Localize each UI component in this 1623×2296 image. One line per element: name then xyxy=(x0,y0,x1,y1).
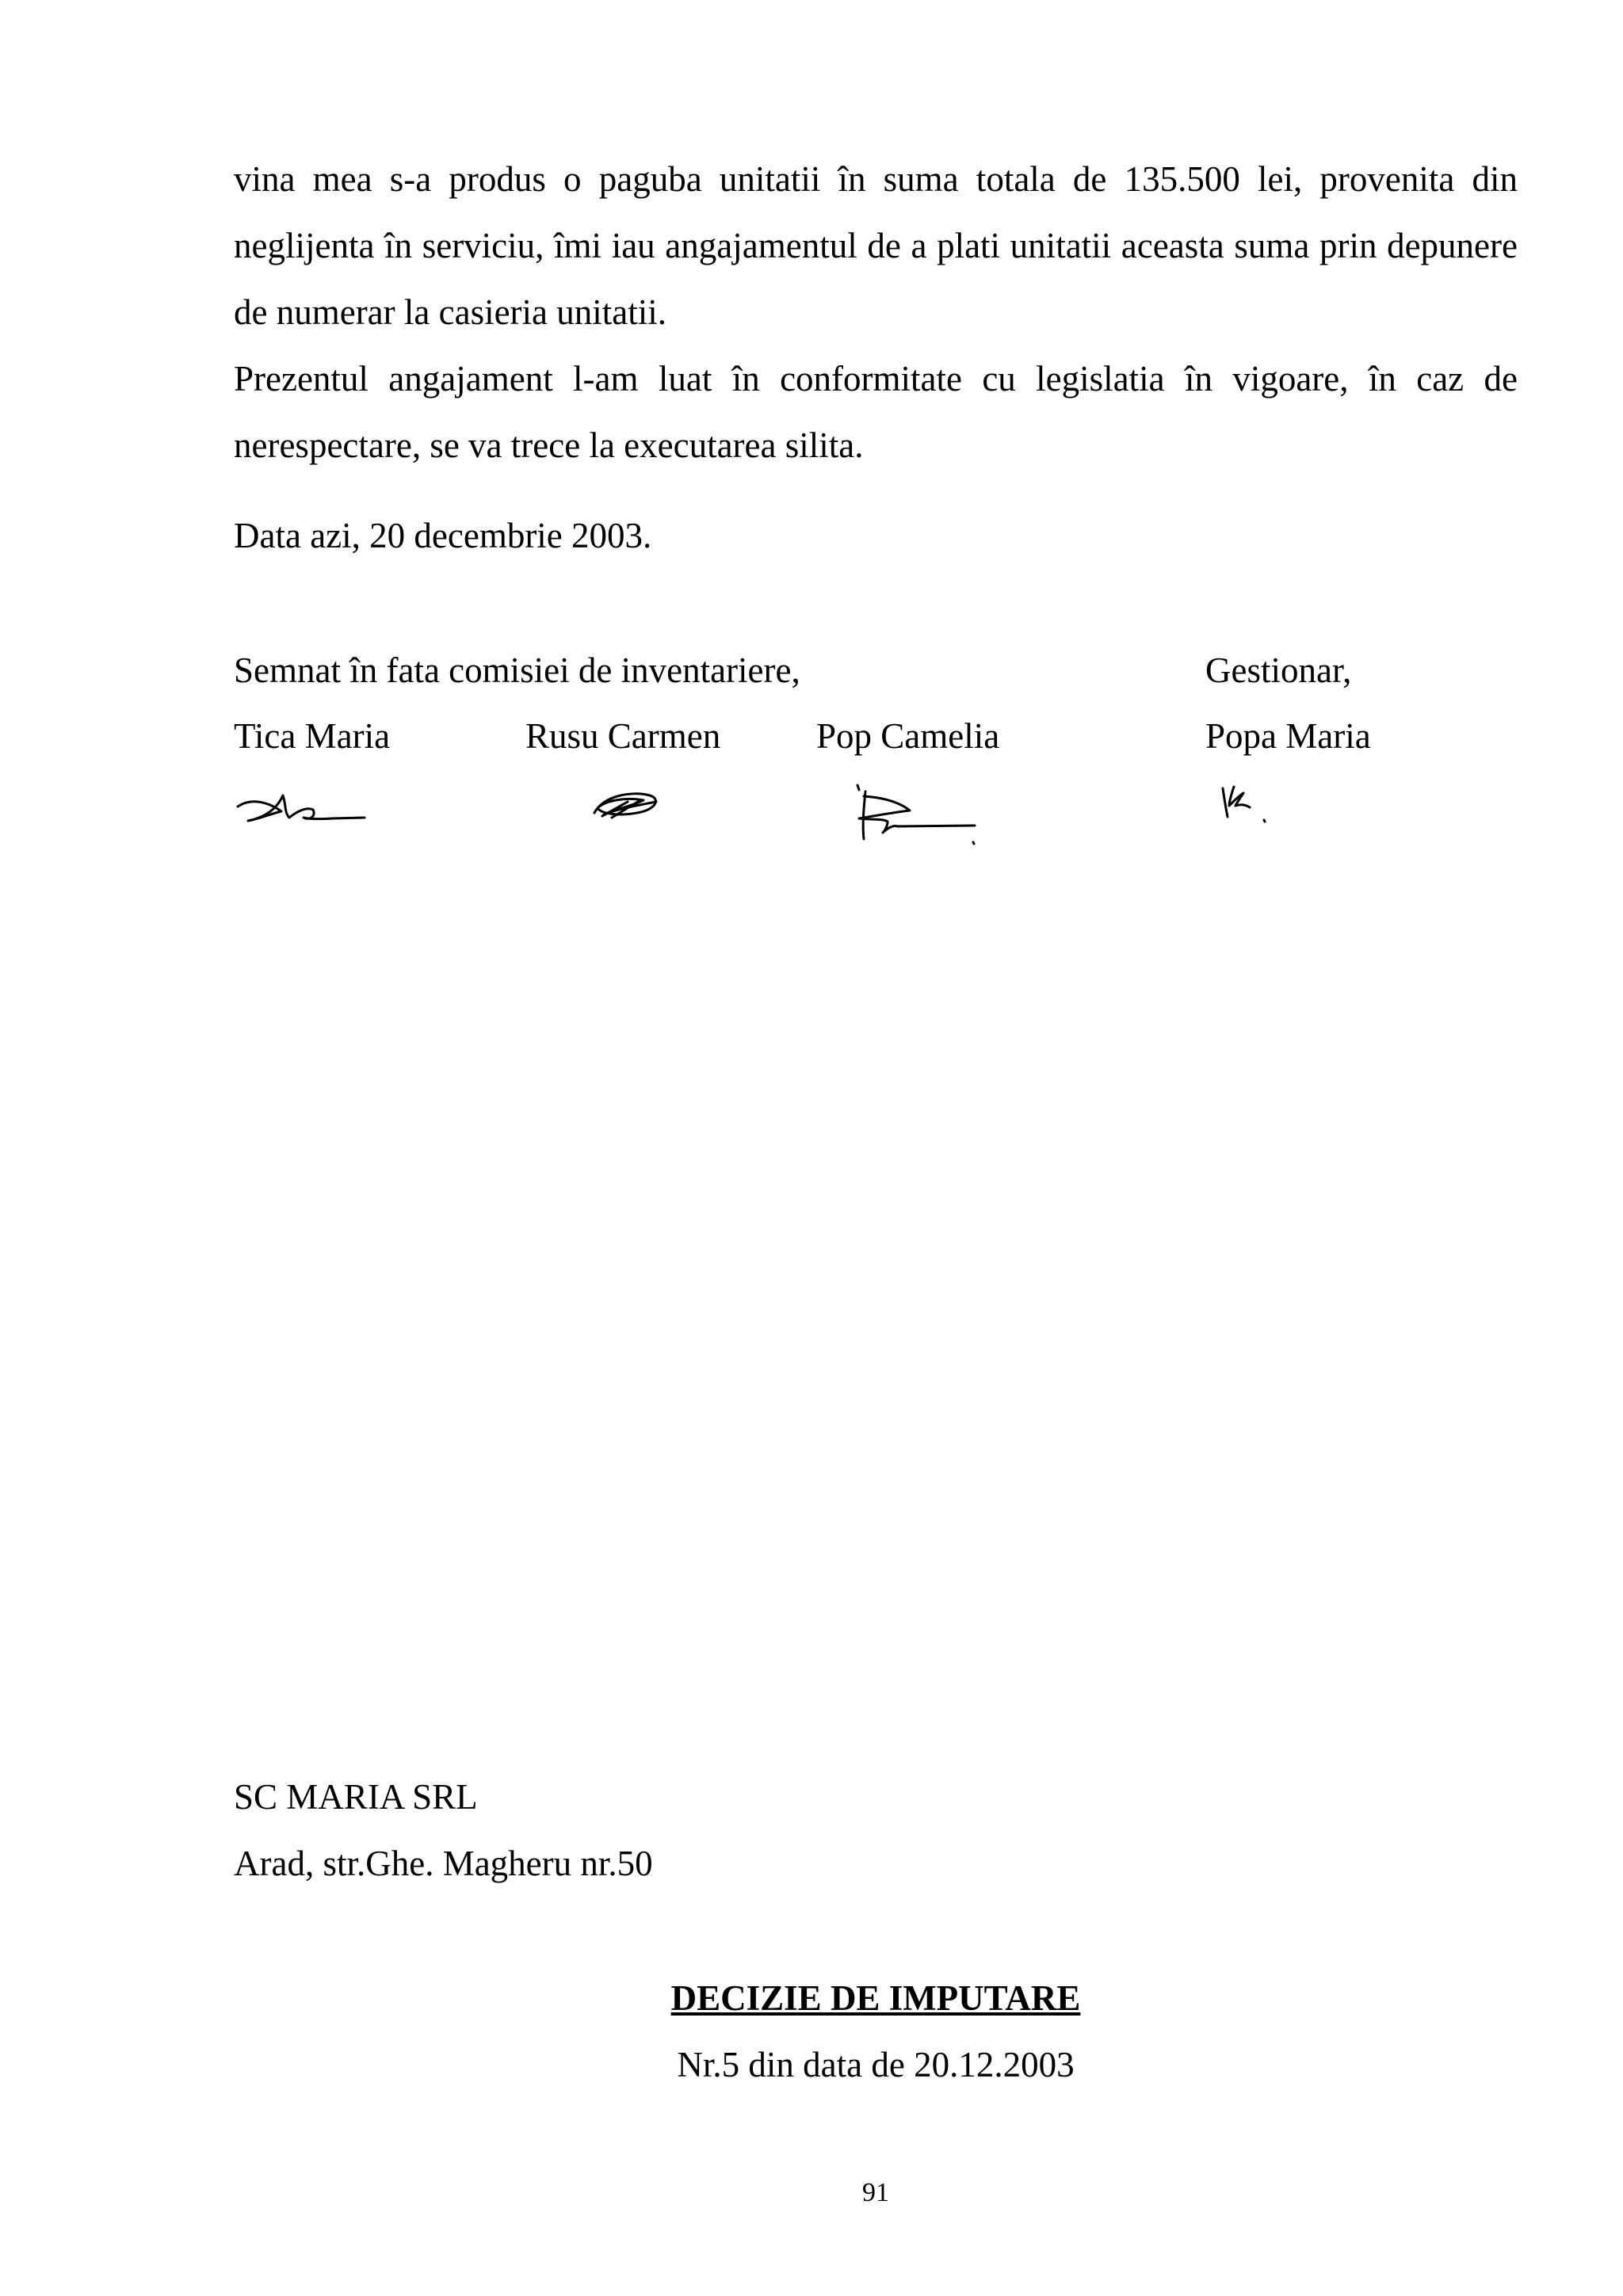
decision-title: DECIZIE DE IMPUTARE xyxy=(670,1978,1081,2018)
signatory-name-4: Popa Maria xyxy=(1205,716,1371,756)
signatory-name-2: Rusu Carmen xyxy=(525,716,721,756)
signature-4 xyxy=(1216,780,1280,836)
date-line: Data azi, 20 decembrie 2003. xyxy=(234,516,652,555)
signature-1 xyxy=(234,784,372,832)
page-number: 91 xyxy=(862,2178,889,2207)
signatory-name-3: Pop Camelia xyxy=(816,716,1000,756)
signatory-name-1: Tica Maria xyxy=(234,716,391,756)
paragraph-legal-commitment: Prezentul angajament l-am luat în conformitate cu legislatia în vigoare, în caz de nerespectare, se va trece la executarea silita. xyxy=(234,359,1518,465)
signature-2 xyxy=(588,784,667,824)
signature-3 xyxy=(848,780,983,848)
commission-label: Semnat în fata comisiei de inventariere, xyxy=(234,650,800,690)
paragraph-damage-commitment: vina mea s-a produs o paguba unitatii în suma totala de 135.500 lei, provenita din neglijenta în serviciu, îmi iau angajamentul de a plati unitatii aceasta suma prin depunere de numerar la casieria unitatii. xyxy=(234,159,1518,332)
manager-label: Gestionar, xyxy=(1205,650,1352,690)
company-name: SC MARIA SRL xyxy=(234,1777,478,1817)
decision-number-date: Nr.5 din data de 20.12.2003 xyxy=(677,2045,1075,2084)
company-address: Arad, str.Ghe. Magheru nr.50 xyxy=(234,1844,653,1883)
